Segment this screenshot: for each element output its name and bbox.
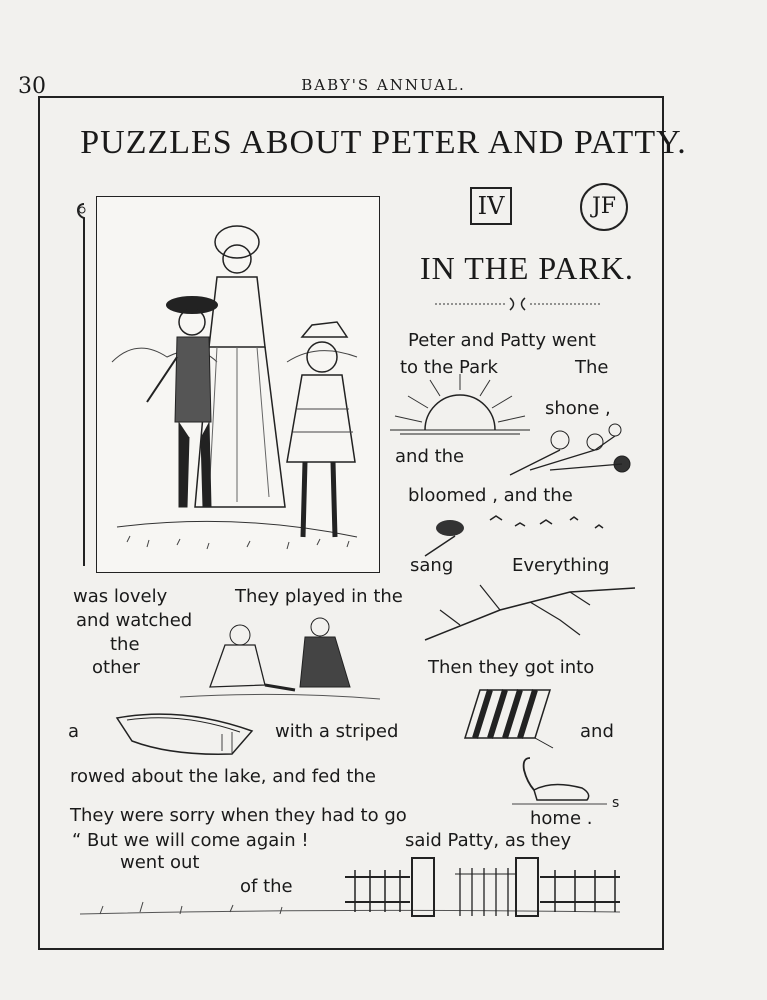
- text-line: to the Park: [400, 357, 498, 378]
- text-line: of the: [240, 876, 293, 897]
- flowers-icon: [510, 420, 635, 480]
- text-line: s: [612, 795, 620, 811]
- text-line: They played in the: [235, 586, 403, 607]
- text-line: “ But we will come again !: [72, 830, 309, 851]
- boat-icon: [112, 706, 257, 761]
- section-heading: IN THE PARK.: [420, 250, 634, 286]
- flourish-icon: [72, 196, 96, 571]
- text-line: shone ,: [545, 398, 611, 419]
- text-line: was lovely: [73, 586, 168, 607]
- children-and-nurse-drawing: [97, 197, 379, 572]
- text-line: bloomed , and the: [408, 485, 573, 506]
- ornament-divider-icon: [435, 296, 600, 312]
- swan-icon: [512, 752, 607, 807]
- text-line: said Patty, as they: [405, 830, 572, 851]
- tree-branch-icon: [420, 580, 640, 650]
- park-gate-icon: [80, 852, 640, 922]
- text-line: Peter and Patty went: [408, 330, 596, 351]
- text-line: and watched: [76, 610, 193, 631]
- children-and-nurse-picture: [96, 196, 380, 573]
- running-title: BABY'S ANNUAL.: [301, 76, 466, 94]
- text-line: and the: [395, 446, 465, 467]
- text-line: Everything: [512, 555, 610, 576]
- text-line: other: [92, 657, 140, 678]
- text-line: a: [68, 721, 80, 742]
- chapter-numeral: IV: [470, 187, 512, 225]
- text-line: with a striped: [275, 721, 399, 742]
- text-line: sang: [410, 555, 454, 576]
- text-line: The: [575, 357, 609, 378]
- monogram: JF: [580, 183, 628, 231]
- text-line: and: [580, 721, 614, 742]
- page-title: PUZZLES ABOUT PETER AND PATTY.: [80, 124, 687, 161]
- text-line: home .: [530, 808, 593, 829]
- sun-icon: [390, 372, 530, 438]
- children-playing-icon: [180, 615, 380, 705]
- text-line: went out: [120, 852, 200, 873]
- page-number: 30: [18, 74, 46, 99]
- text-line: They were sorry when they had to go: [70, 805, 407, 826]
- striped-awning-icon: [465, 688, 555, 750]
- text-line: Then they got into: [428, 657, 595, 678]
- text-line: rowed about the lake, and fed the: [70, 766, 376, 787]
- text-line: the: [110, 634, 140, 655]
